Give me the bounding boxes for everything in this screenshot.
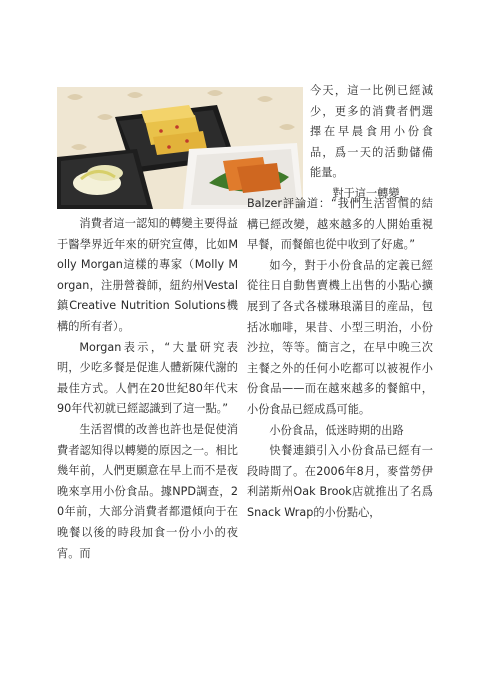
section-heading: 小份食品，低迷時期的出路	[269, 423, 404, 437]
paragraph: Balzer評論道：“我們生活習慣的結構已經改變，越來越多的人開始重視早餐，而餐館也從中收到了好處。”	[247, 197, 433, 252]
paragraph: 對于這一轉變，	[332, 186, 411, 200]
paragraph: 快餐連鎖引入小份食品已經有一段時間了。在2006年8月，麥當勞伊利諾斯州Oak Brook店就推出了名爲Snack Wrap的小份點心，	[247, 444, 433, 519]
paragraph: 今天，這一比例已經減少，更多的消費者們選擇在早晨食用小份食品，爲一天的活動儲備能量。	[310, 84, 433, 180]
right-column-top	[310, 81, 433, 205]
food-photo	[57, 87, 303, 209]
paragraph: 如今，對于小份食品的定義已經從往日自動售賣機上出售的小點心擴展到了各式各樣琳琅滿目的産品，包括冰咖啡，果昔、小型三明治，小份沙拉，等等。簡言之，在早中晚三次主餐之外的任何小吃都可以被視作小份食品——而在越來越多的餐館中，小份食品已經成爲可能。	[247, 258, 433, 416]
food-photo-illustration	[57, 87, 303, 209]
right-column	[247, 194, 433, 524]
paragraph: 生活習慣的改善也許也是促使消費者認知得以轉變的原因之一。相比幾年前，人們更願意在早上而不是夜晚來享用小份食品。據NPD調查，20年前，大部分消費者都還傾向于在晚餐以後的時段加食一份小小的夜宵。而	[57, 422, 238, 560]
paragraph: 消費者這一認知的轉變主要得益于醫學界近年來的研究宣傳，比如Molly Morgan這樣的專家（Molly Morgan，注册營養師，紐約州Vestal鎮Creative Nutrition Solutions機構的所有者）。	[57, 217, 238, 333]
paragraph: Morgan表示，“大量研究表明，少吃多餐是促進人體新陳代謝的最佳方式。人們在20世紀80年代末90年代初就已經認識到了這一點。”	[57, 340, 238, 416]
left-column	[57, 214, 238, 564]
